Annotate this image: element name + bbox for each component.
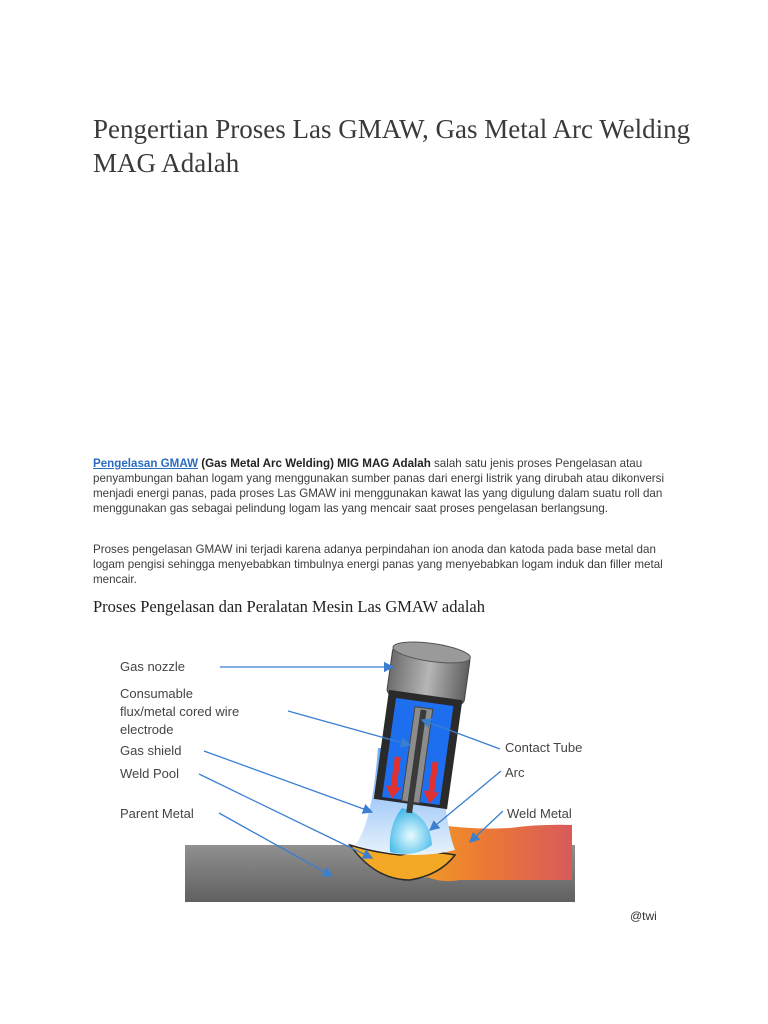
label-parent-metal: Parent Metal: [120, 806, 194, 821]
intro-bold-text: (Gas Metal Arc Welding) MIG MAG Adalah: [198, 457, 431, 470]
pointer-gas-shield: [204, 751, 372, 812]
image-credit: @twi: [630, 909, 657, 923]
label-weld-metal: Weld Metal: [507, 806, 572, 821]
label-gas-shield: Gas shield: [120, 743, 182, 758]
label-consumable-1: Consumable: [120, 686, 193, 701]
label-gas-nozzle: Gas nozzle: [120, 659, 186, 674]
label-contact-tube: Contact Tube: [505, 740, 583, 755]
intro-paragraph: [93, 456, 681, 516]
intro-text: salah satu jenis proses Pengelasan atau penyambungan bahan logam yang menggunakan sumber panas dari energi listrik yang dirubah atau dikonversi menjadi energi panas, pada proses Las GMAW ini menggunakan kawat las yang digulung dalam suatu roll dan menggunakan gas sebagai pelindung logam las yang mencair saat proses pengelasan berlangsung.: [93, 457, 665, 515]
page-title: Pengertian Proses Las GMAW, Gas Metal Arc Welding MAG Adalah: [93, 114, 691, 178]
gmaw-diagram: [110, 640, 610, 910]
gmaw-link[interactable]: Pengelasan GMAW: [93, 457, 199, 470]
label-weld-pool: Weld Pool: [120, 766, 180, 781]
process-paragraph: Proses pengelasan GMAW ini terjadi karena adanya perpindahan ion anoda dan katoda pada base metal dan logam pengisi sehingga menyebabkan timbulnya energi panas yang menyebabkan logam induk dan filler metal mencair.: [93, 543, 663, 586]
label-consumable-2: flux/metal cored wire: [120, 704, 240, 719]
section-subheading: Proses Pengelasan dan Peralatan Mesin Las GMAW adalah: [93, 597, 485, 616]
label-consumable-3: electrode: [120, 722, 174, 737]
label-arc: Arc: [505, 765, 525, 780]
